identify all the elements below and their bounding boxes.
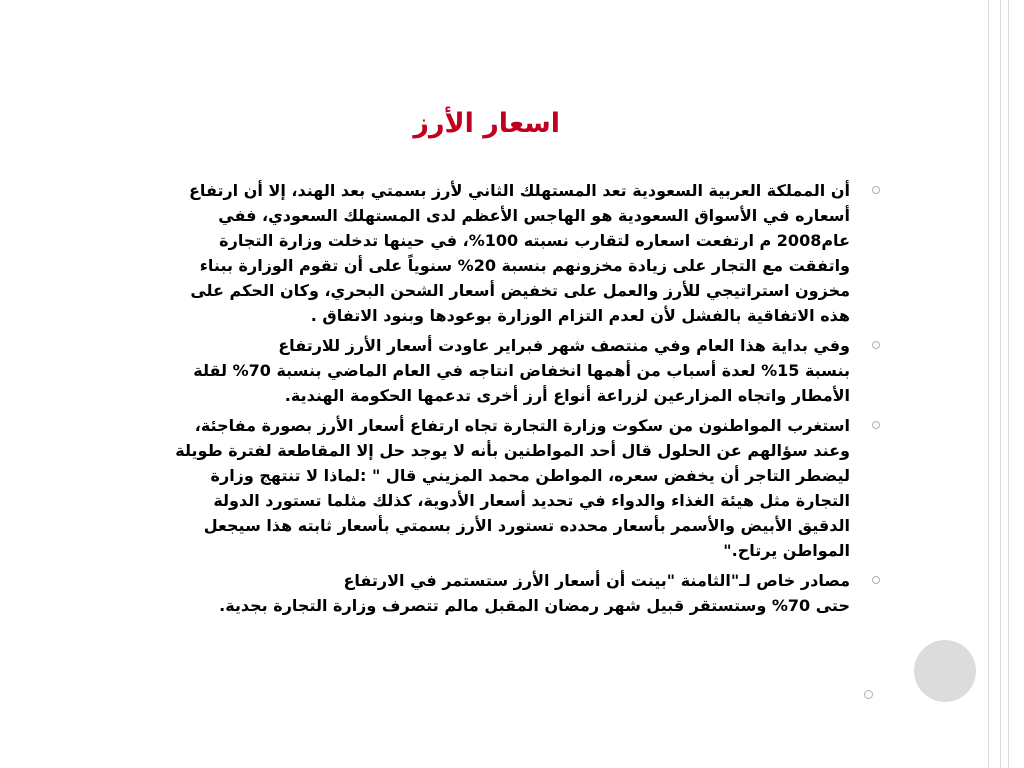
decorative-border-line [988,0,989,768]
bullet-icon [872,421,880,429]
text-line: مخزون استراتيجي للأرز والعمل على تخفيض أسعار الشحن البحري، وكان الحكم على [190,281,850,300]
text-line: عام2008 م ارتفعت اسعاره لتقارب نسبته 100%، في حينها تدخلت وزارة التجارة [219,231,850,250]
text-line: وعند سؤالهم عن الحلول قال أحد المواطنين بأنه لا يوجد حل إلا المقاطعة لفترة طويلة [175,441,850,460]
text-line: مصادر خاص لـ"الثامنة "بينت أن أسعار الأرز ستستمر في الارتفاع [343,571,850,590]
text-line: التجارة مثل هيئة الغذاء والدواء في تحديد أسعار الأدوية، كذلك مثلما تستورد الدولة [213,491,850,510]
text-line: الأمطار واتجاه المزارعين لزراعة أنواع أرز أخرى تدعمها الحكومة الهندية. [284,386,850,405]
text-line: استغرب المواطنون من سكوت وزارة التجارة تجاه ارتفاع أسعار الأرز بصورة مفاجئة، [194,416,850,435]
text-line: وفي بداية هذا العام وفي منتصف شهر فبراير عاودت أسعار الأرز للارتفاع [278,336,850,355]
slide-title: اسعار الأرز [413,108,560,139]
bullet-paragraph [72,333,850,408]
text-line: ليضطر التاجر أن يخفض سعره، المواطن محمد المزيني قال " :لماذا لا تنتهج وزارة [210,466,850,485]
text-line: الدقيق الأبيض والأسمر بأسعار محدده تستورد الأرز بسمتي بأسعار ثابته هذا سيجعل [203,516,850,535]
text-line: هذه الاتفاقية بالفشل لأن لعدم التزام الوزارة بوعودها وبنود الاتفاق . [310,306,850,325]
text-line: واتفقت مع التجار على زيادة مخزونهم بنسبة 20% سنوياً على أن تقوم الوزارة ببناء [199,256,850,275]
text-line: بنسبة 15% لعدة أسباب من أهمها انخفاض انتاجه في العام الماضي بنسبة 70% لقلة [193,361,850,380]
bullet-icon [872,576,880,584]
text-line: المواطن يرتاح." [723,541,850,560]
text-line: حتى 70% وستستقر قبيل شهر رمضان المقبل مالم تتصرف وزارة التجارة بجدية. [219,596,850,615]
decorative-border-line [1000,0,1001,768]
text-line: أن المملكة العربية السعودية تعد المستهلك الثاني لأرز بسمتي بعد الهند، إلا أن ارتفاع [189,181,850,200]
bullet-paragraph [72,178,850,328]
bullet-icon [872,341,880,349]
bullet-list [72,178,850,623]
decorative-border-line [1008,0,1009,768]
bullet-paragraph [72,413,850,563]
bullet-paragraph [72,568,850,618]
decorative-circle [914,640,976,702]
text-line: أسعاره في الأسواق السعودية هو الهاجس الأعظم لدى المستهلك السعودي، ففي [218,206,850,225]
empty-bullet-icon [864,690,873,699]
bullet-icon [872,186,880,194]
